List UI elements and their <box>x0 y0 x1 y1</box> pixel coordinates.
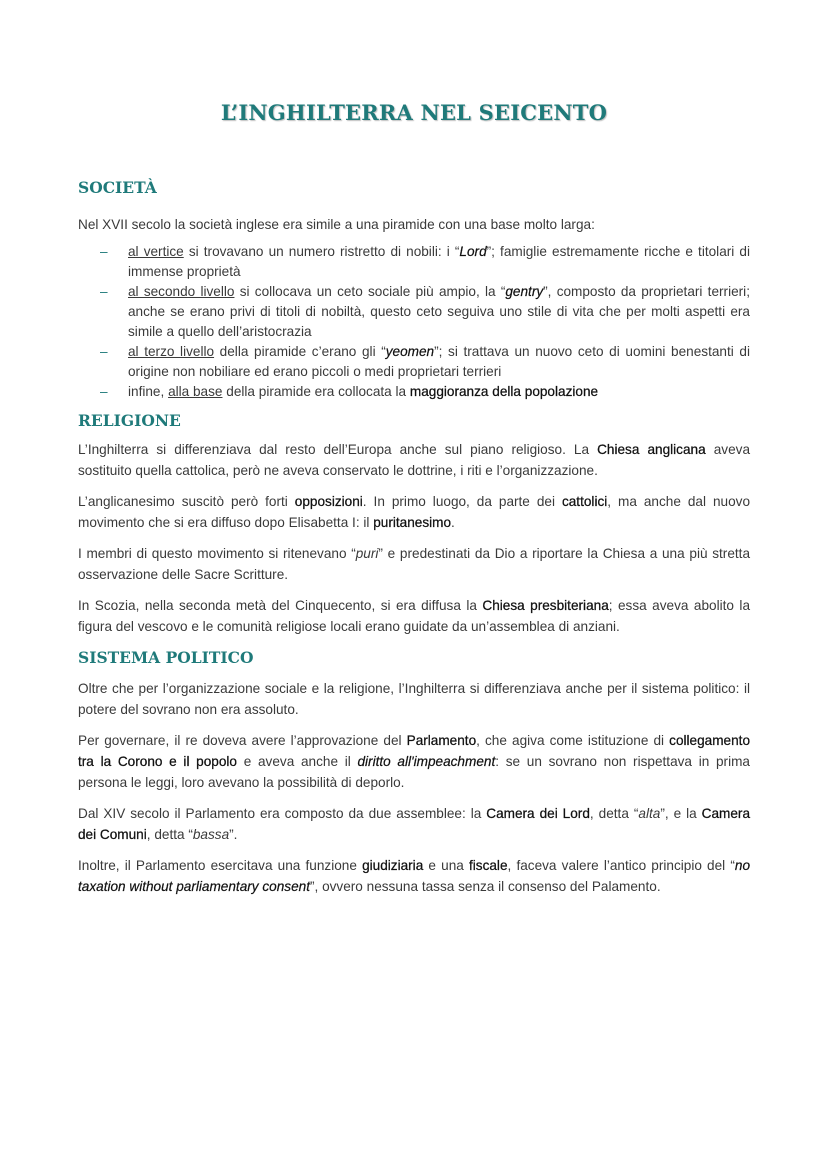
societa-list <box>78 242 750 402</box>
section-heading-societa: SOCIETÀ <box>78 178 157 197</box>
dash-bullet-icon: – <box>100 384 108 399</box>
page-title: L’INGHILTERRA NEL SEICENTO <box>220 100 608 125</box>
list-item: – infine, alla base della piramide era collocata la maggioranza della popolazione <box>78 382 750 402</box>
dash-bullet-icon: – <box>100 284 108 299</box>
sistema-paragraph-4: Inoltre, il Parlamento esercitava una funzione giudiziaria e una fiscale, faceva valere l’antico principio del “no taxation without parliamentary consent”, ovvero nessuna tassa senza il consenso del Palamento. <box>78 858 751 894</box>
section-heading-sistema-politico: SISTEMA POLITICO <box>78 648 254 667</box>
dash-bullet-icon: – <box>100 344 108 359</box>
list-item: – al secondo livello si collocava un ceto sociale più ampio, la “gentry”, composto da proprietari terrieri; anche se erano privi di titoli di nobiltà, questo ceto seguiva uno stile di vita che per molti aspetti era simile a quello dell’aristocrazia <box>100 284 750 339</box>
dash-bullet-icon: – <box>100 244 108 259</box>
sistema-paragraph-1: Oltre che per l’organizzazione sociale e la religione, l’Inghilterra si differenziava anche per il sistema politico: il potere del sovrano non era assoluto. <box>78 681 750 717</box>
sistema-paragraph-3: Dal XIV secolo il Parlamento era composto da due assemblee: la Camera dei Lord, detta “alta”, e la Camera dei Comuni, detta “bassa”. <box>78 806 751 842</box>
sistema-paragraph-2: Per governare, il re doveva avere l’approvazione del Parlamento, che agiva come istituzione di collegamento tra la Corono e il popolo e aveva anche il diritto all'impeachment: se un sovrano non rispettava in prima persona le leggi, loro avevano la possibilità di deporlo. <box>78 733 750 790</box>
societa-intro: Nel XVII secolo la società inglese era simile a una piramide con una base molto larga: <box>78 217 595 232</box>
religione-paragraph-4: In Scozia, nella seconda metà del Cinquecento, si era diffusa la Chiesa presbiteriana; essa aveva abolito la figura del vescovo e le comunità religiose locali erano guidate da un’assemblea di anziani. <box>78 598 750 634</box>
religione-paragraph-2: L’anglicanesimo suscitò però forti opposizioni. In primo luogo, da parte dei cattolici, ma anche dal nuovo movimento che si era diffuso dopo Elisabetta I: il puritanesimo. <box>78 494 751 530</box>
religione-paragraph-3: I membri di questo movimento si ritenevano “puri” e predestinati da Dio a riportare la Chiesa a una più stretta osservazione delle Sacre Scritture. <box>78 546 751 582</box>
document-body <box>78 178 750 897</box>
list-item: – al vertice si trovavano un numero ristretto di nobili: i “Lord”; famiglie estremamente ricche e titolari di immense proprietà <box>100 244 750 279</box>
list-item: – al terzo livello della piramide c’erano gli “yeomen”; si trattava un nuovo ceto di uomini benestanti di origine non nobiliare ed erano piccoli o medi proprietari terrieri <box>100 344 750 379</box>
religione-paragraph-1: L’Inghilterra si differenziava dal resto dell’Europa anche sul piano religioso. La Chiesa anglicana aveva sostituito quella cattolica, però ne aveva conservato le dottrine, i riti e l’organizzazione. <box>78 442 750 478</box>
section-heading-religione: RELIGIONE <box>78 411 181 430</box>
